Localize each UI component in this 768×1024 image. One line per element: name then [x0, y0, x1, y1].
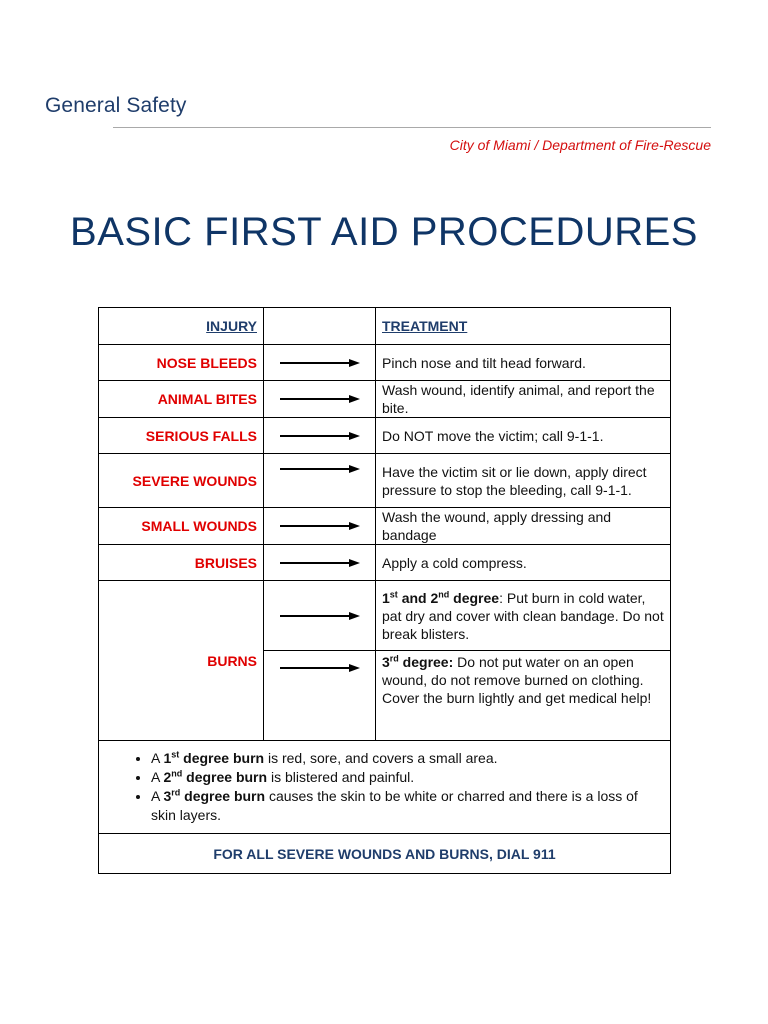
right-arrow-icon [279, 394, 361, 404]
document-title: BASIC FIRST AID PROCEDURES [70, 210, 698, 254]
treatment-text: 3rd degree: Do not put water on an open wound, do not remove burned on clothing. Cover the burn lightly and get medical help! [376, 651, 671, 741]
table-row [99, 454, 671, 508]
injury-label: BRUISES [99, 545, 264, 581]
treatment-text: Pinch nose and tilt head forward. [376, 345, 671, 381]
table-row [99, 345, 671, 381]
table-row [99, 508, 671, 545]
arrow-cell [264, 418, 376, 454]
list-item: • A 1st degree burn is red, sore, and covers a small area. [151, 749, 664, 768]
right-arrow-icon [279, 464, 361, 474]
arrow-cell [264, 651, 376, 741]
arrow-cell [264, 545, 376, 581]
treatment-text: Do NOT move the victim; call 9-1-1. [376, 418, 671, 454]
emergency-footer: FOR ALL SEVERE WOUNDS AND BURNS, DIAL 911 [99, 834, 671, 874]
first-aid-table [98, 307, 671, 874]
section-title: General Safety [45, 94, 187, 117]
injury-column-header: INJURY [99, 308, 264, 345]
injury-label-burns: BURNS [99, 581, 264, 741]
treatment-text: 1st and 2nd degree: Put burn in cold water, pat dry and cover with clean bandage. Do not break blisters. [376, 581, 671, 651]
table-row [99, 418, 671, 454]
injury-label: NOSE BLEEDS [99, 345, 264, 381]
right-arrow-icon [279, 663, 361, 673]
table-row [99, 545, 671, 581]
footer-row [99, 834, 671, 874]
treatment-text: Wash wound, identify animal, and report the bite. [376, 381, 671, 418]
right-arrow-icon [279, 611, 361, 621]
arrow-cell [264, 345, 376, 381]
injury-label: ANIMAL BITES [99, 381, 264, 418]
right-arrow-icon [279, 358, 361, 368]
organization-line: City of Miami / Department of Fire-Rescue [449, 137, 711, 153]
notes-list [105, 749, 664, 825]
burn-degree-notes [99, 741, 671, 834]
table-header-row [99, 308, 671, 345]
injury-label: SMALL WOUNDS [99, 508, 264, 545]
injury-label: SERIOUS FALLS [99, 418, 264, 454]
right-arrow-icon [279, 431, 361, 441]
right-arrow-icon [279, 521, 361, 531]
right-arrow-icon [279, 558, 361, 568]
list-item: • A 3rd degree burn causes the skin to be white or charred and there is a loss of skin layers. [151, 787, 664, 825]
arrow-cell [264, 508, 376, 545]
treatment-text: Have the victim sit or lie down, apply direct pressure to stop the bleeding, call 9-1-1. [376, 454, 671, 508]
table-row [99, 381, 671, 418]
treatment-text: Apply a cold compress. [376, 545, 671, 581]
arrow-cell [264, 581, 376, 651]
table-row-burns-first-second [99, 581, 671, 651]
arrow-column-header [264, 308, 376, 345]
burn-degree-notes-row [99, 741, 671, 834]
arrow-cell [264, 381, 376, 418]
treatment-column-header: TREATMENT [376, 308, 671, 345]
arrow-cell [264, 454, 376, 508]
list-item: • A 2nd degree burn is blistered and painful. [151, 768, 664, 787]
injury-label: SEVERE WOUNDS [99, 454, 264, 508]
header-rule [113, 127, 711, 128]
treatment-text: Wash the wound, apply dressing and bandage [376, 508, 671, 545]
